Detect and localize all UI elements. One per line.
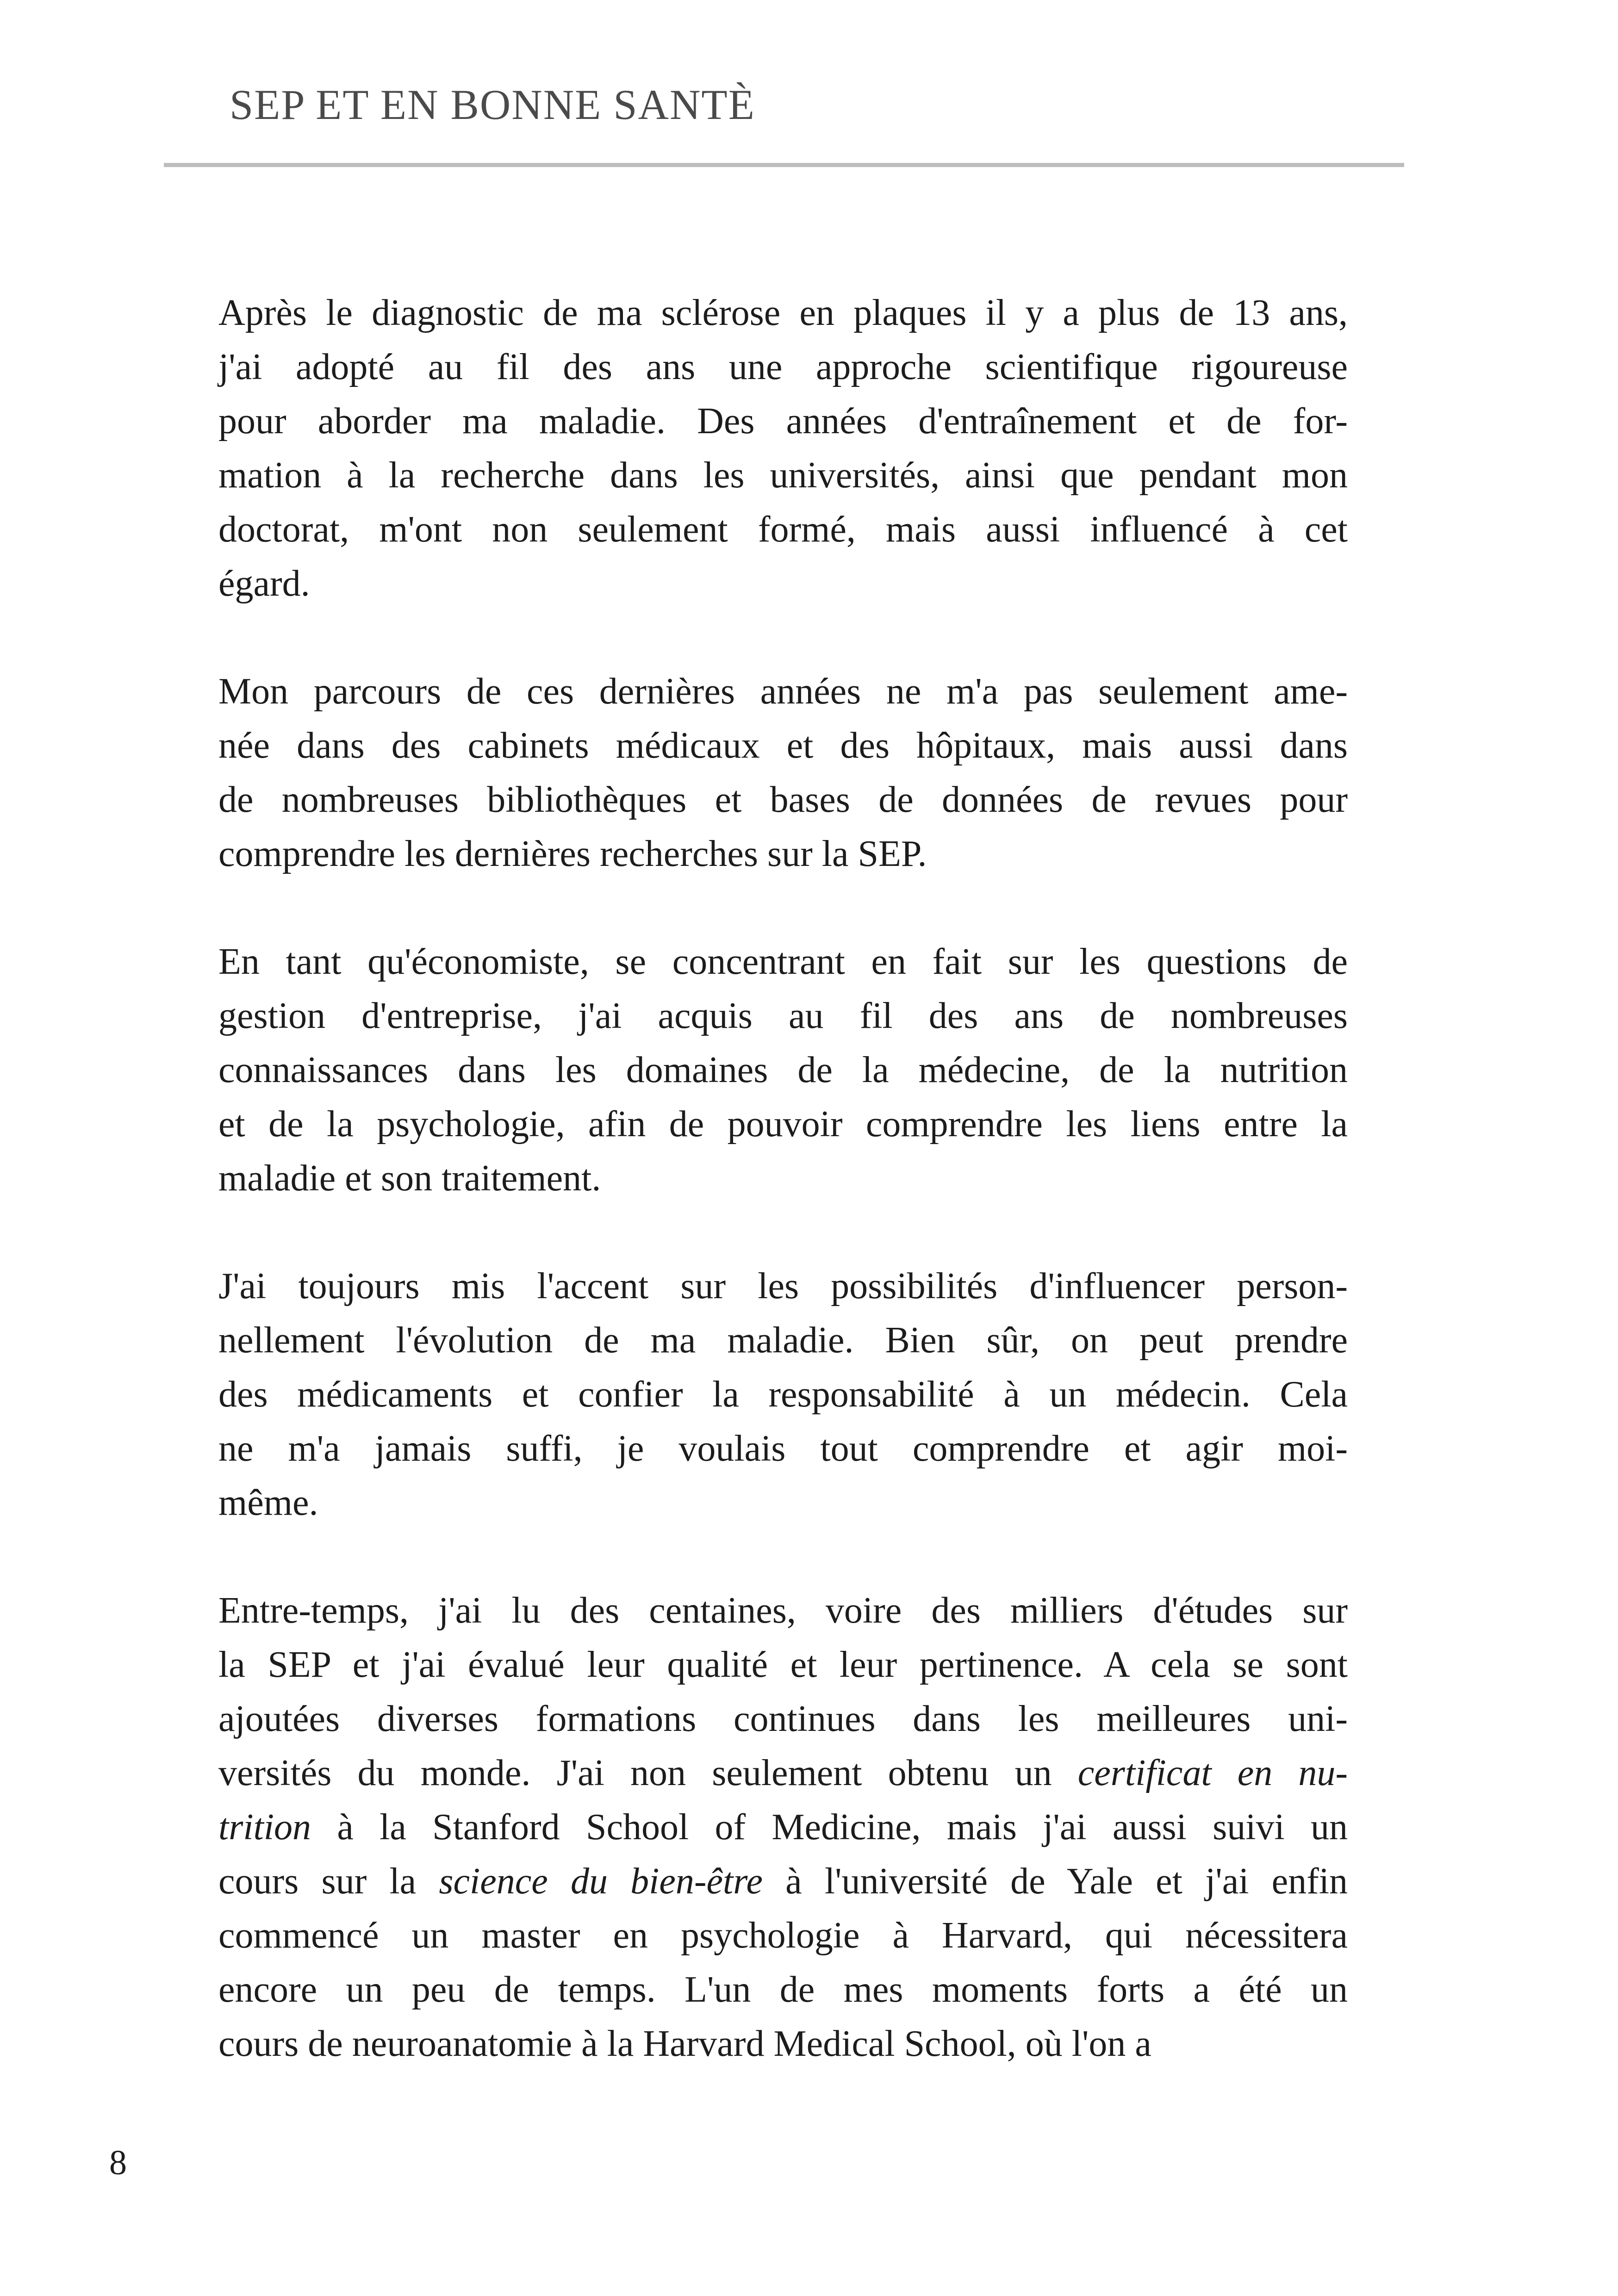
text-line	[218, 340, 1348, 394]
text-segment: j'ai adopté au fil des ans une approche scientifique rigoureuse	[218, 347, 1348, 387]
italic-text: certificat en nu-	[1077, 1753, 1348, 1793]
text-line	[218, 1368, 1348, 1422]
text-line	[218, 503, 1348, 557]
text-segment: ne m'a jamais suffi, je voulais tout comprendre et agir moi-	[218, 1428, 1348, 1469]
text-segment: comprendre les dernières recherches sur la SEP.	[218, 834, 927, 874]
text-segment: pour aborder ma maladie. Des années d'entraînement et de for-	[218, 401, 1348, 442]
text-segment: à la Stanford School of Medicine, mais j'ai aussi suivi un	[311, 1807, 1348, 1848]
text-line	[218, 286, 1348, 340]
text-line	[218, 1963, 1348, 2017]
text-line	[218, 1476, 1348, 1530]
text-line	[218, 1800, 1348, 1854]
text-segment: En tant qu'économiste, se concentrant en fait sur les questions de	[218, 941, 1348, 982]
text-segment: nellement l'évolution de ma maladie. Bien sûr, on peut prendre	[218, 1320, 1348, 1361]
paragraph	[218, 286, 1348, 611]
text-line	[218, 665, 1348, 719]
text-segment: versités du monde. J'ai non seulement obtenu un	[218, 1753, 1078, 1793]
text-line	[218, 1259, 1348, 1313]
text-line	[218, 1746, 1348, 1800]
text-segment: et de la psychologie, afin de pouvoir comprendre les liens entre la	[218, 1104, 1348, 1145]
text-line	[218, 1097, 1348, 1151]
text-segment: gestion d'entreprise, j'ai acquis au fil des ans de nombreuses	[218, 996, 1348, 1036]
text-line	[218, 719, 1348, 773]
text-segment: Après le diagnostic de ma sclérose en plaques il y a plus de 13 ans,	[218, 292, 1348, 333]
text-line	[218, 773, 1348, 827]
text-line	[218, 989, 1348, 1043]
text-line	[218, 1043, 1348, 1097]
text-segment: Mon parcours de ces dernières années ne m'a pas seulement ame-	[218, 671, 1348, 712]
text-segment: maladie et son traitement.	[218, 1158, 601, 1199]
text-segment: encore un peu de temps. L'un de mes moments forts a été un	[218, 1969, 1348, 2010]
text-segment: ajoutées diverses formations continues dans les meilleures uni-	[218, 1699, 1348, 1739]
text-line	[218, 1584, 1348, 1638]
text-segment: cours de neuroanatomie à la Harvard Medical School, où l'on a	[218, 2023, 1151, 2064]
text-line	[218, 1151, 1348, 1206]
body-text	[218, 286, 1348, 2125]
text-segment: née dans des cabinets médicaux et des hôpitaux, mais aussi dans	[218, 725, 1348, 766]
text-segment: égard.	[218, 563, 310, 604]
text-segment: doctorat, m'ont non seulement formé, mais aussi influencé à cet	[218, 509, 1348, 550]
text-line	[218, 1854, 1348, 1909]
paragraph	[218, 665, 1348, 881]
text-line	[218, 557, 1348, 611]
italic-text: science du bien-être	[439, 1861, 763, 1902]
text-line	[218, 1638, 1348, 1692]
italic-text: trition	[218, 1807, 311, 1848]
text-line	[218, 827, 1348, 881]
text-line	[218, 1692, 1348, 1746]
text-segment: de nombreuses bibliothèques et bases de données de revues pour	[218, 779, 1348, 820]
paragraph	[218, 1259, 1348, 1530]
text-line	[218, 394, 1348, 448]
text-line	[218, 1422, 1348, 1476]
text-line	[218, 2017, 1348, 2071]
text-segment: la SEP et j'ai évalué leur qualité et leur pertinence. A cela se sont	[218, 1644, 1348, 1685]
text-segment: cours sur la	[218, 1861, 439, 1902]
text-segment: connaissances dans les domaines de la médecine, de la nutrition	[218, 1050, 1348, 1090]
text-line	[218, 1313, 1348, 1368]
text-segment: commencé un master en psychologie à Harvard, qui nécessitera	[218, 1915, 1348, 1956]
paragraph	[218, 935, 1348, 1206]
text-line	[218, 448, 1348, 503]
text-segment: J'ai toujours mis l'accent sur les possibilités d'influencer person-	[218, 1266, 1348, 1307]
text-segment: à l'université de Yale et j'ai enfin	[762, 1861, 1348, 1902]
text-line	[218, 1909, 1348, 1963]
paragraph	[218, 1584, 1348, 2071]
text-segment: Entre-temps, j'ai lu des centaines, voire des milliers d'études sur	[218, 1590, 1348, 1631]
text-segment: des médicaments et confier la responsabilité à un médecin. Cela	[218, 1374, 1348, 1415]
text-line	[218, 935, 1348, 989]
header-divider	[164, 163, 1404, 167]
page-number: 8	[109, 2143, 127, 2182]
text-segment: mation à la recherche dans les universités, ainsi que pendant mon	[218, 455, 1348, 496]
text-segment: même.	[218, 1482, 318, 1523]
running-header: SEP ET EN BONNE SANTÈ	[230, 81, 755, 128]
